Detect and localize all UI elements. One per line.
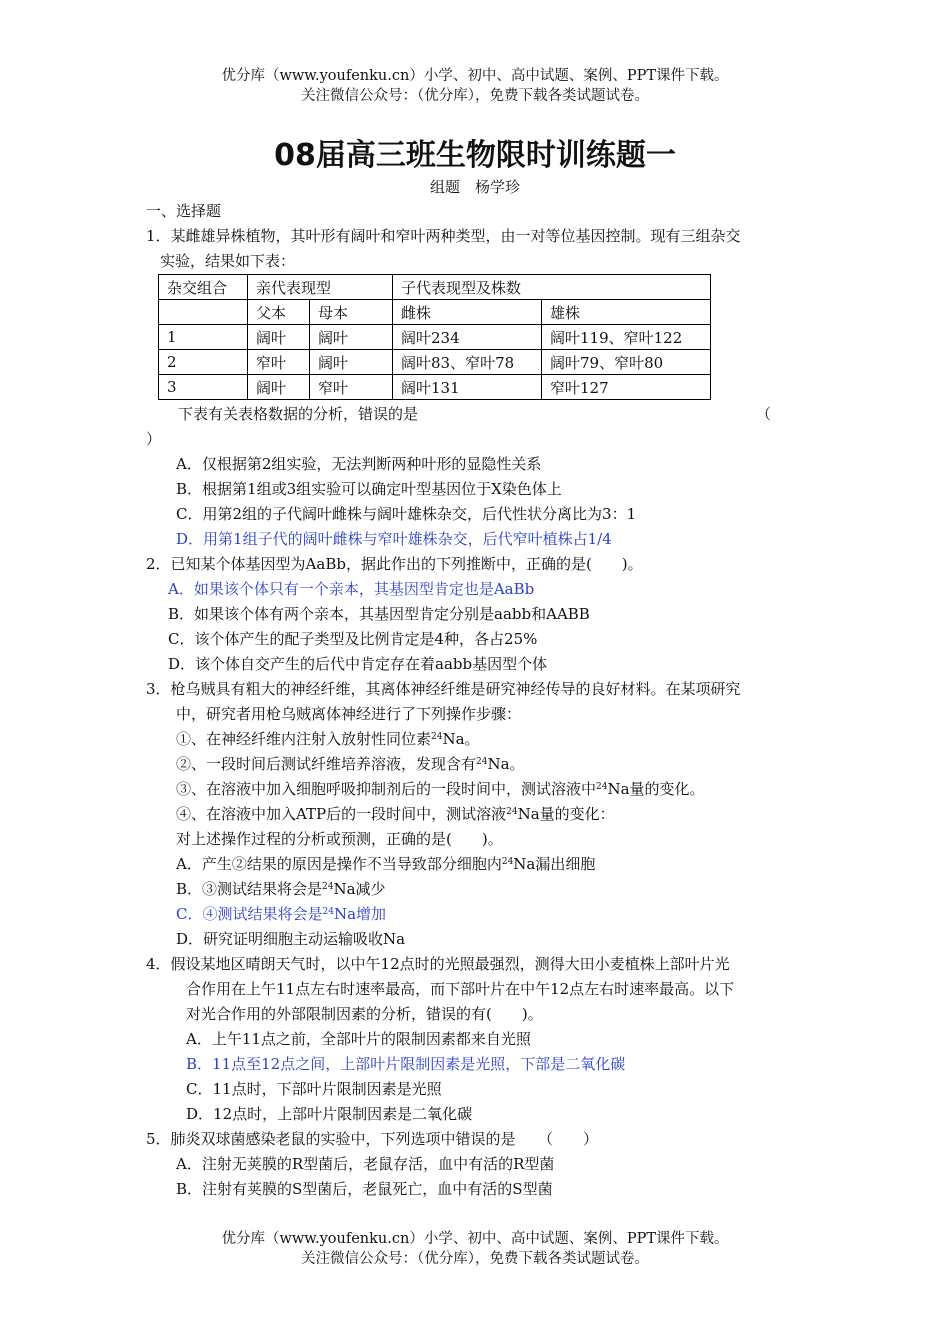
q5-option-a: A．注射无荚膜的R型菌后，老鼠存活，血中有活的R型菌 bbox=[176, 1155, 555, 1173]
q3-stem-line1: 3．枪乌贼具有粗大的神经纤维，其离体神经纤维是研究神经传导的良好材料。在某项研究 bbox=[146, 680, 741, 698]
cell-mother: 窄叶 bbox=[310, 375, 393, 400]
q1-stem-line1: 1．某雌雄异株植物，其叶形有阔叶和窄叶两种类型，由一对等位基因控制。现有三组杂交 bbox=[146, 227, 741, 245]
th-parent: 亲代表现型 bbox=[248, 275, 393, 300]
th-male: 雄株 bbox=[542, 300, 711, 325]
th-offspring: 子代表现型及株数 bbox=[393, 275, 711, 300]
q3-ask: 对上述操作过程的分析或预测，正确的是( )。 bbox=[176, 830, 503, 848]
th-empty bbox=[159, 300, 248, 325]
footer-line-1: 优分库（www.youfenku.cn）小学、初中、高中试题、案例、PPT课件下载。 bbox=[221, 1231, 729, 1247]
header-line-2: 关注微信公众号：（优分库），免费下载各类试题试卷。 bbox=[301, 88, 649, 104]
q1-paren-open: （ bbox=[756, 405, 772, 423]
q2-option-a: A．如果该个体只有一个亲本，其基因型肯定也是AaBb bbox=[168, 580, 535, 598]
footer-line-2: 关注微信公众号：（优分库），免费下载各类试题试卷。 bbox=[301, 1251, 649, 1267]
page-title: 08届高三班生物限时训练题一 bbox=[274, 138, 676, 173]
cell-combo: 3 bbox=[159, 375, 248, 400]
q1-stem-line2: 实验，结果如下表： bbox=[160, 252, 296, 270]
q2-option-c: C．该个体产生的配子类型及比例肯定是4种，各占25% bbox=[168, 630, 538, 648]
cell-combo: 1 bbox=[159, 325, 248, 350]
q3-step-1: ①、在神经纤维内注射入放射性同位素$^{24}$Na。 bbox=[176, 730, 480, 748]
cell-male: 阔叶79、窄叶80 bbox=[542, 350, 711, 375]
author-line: 组题 杨学珍 bbox=[429, 178, 520, 196]
q4-option-a: A．上午11点之前，全部叶片的限制因素都来自光照 bbox=[186, 1030, 531, 1048]
cell-male: 窄叶127 bbox=[542, 375, 711, 400]
q1-ask: 下表有关表格数据的分析，错误的是 bbox=[178, 405, 419, 423]
q1-option-b: B．根据第1组或3组实验可以确定叶型基因位于X染色体上 bbox=[176, 480, 562, 498]
cell-female: 阔叶131 bbox=[393, 375, 542, 400]
q2-option-d: D．该个体自交产生的后代中肯定存在着aabb基因型个体 bbox=[168, 655, 548, 673]
q4-option-d: D．12点时，上部叶片限制因素是二氧化碳 bbox=[186, 1105, 473, 1123]
q4-stem-line2: 合作用在上午11点左右时速率最高，而下部叶片在中午12点左右时速率最高。以下 bbox=[186, 980, 735, 998]
cell-female: 阔叶234 bbox=[393, 325, 542, 350]
th-mother: 母本 bbox=[310, 300, 393, 325]
th-father: 父本 bbox=[248, 300, 310, 325]
section-heading: 一、选择题 bbox=[146, 202, 222, 220]
q3-step-4: ④、在溶液中加入ATP后的一段时间中，测试溶液$^{24}$Na量的变化： bbox=[176, 805, 615, 823]
q2-option-b: B．如果该个体有两个亲本，其基因型肯定分别是aabb和AABB bbox=[168, 605, 590, 623]
cross-results-table bbox=[158, 274, 711, 400]
cell-father: 阔叶 bbox=[248, 375, 310, 400]
q3-option-d: D．研究证明细胞主动运输吸收Na bbox=[176, 930, 406, 948]
q3-option-a: A．产生②结果的原因是操作不当导致部分细胞内$^{24}$Na漏出细胞 bbox=[176, 855, 596, 873]
q2-stem: 2．已知某个体基因型为AaBb，据此作出的下列推断中，正确的是( )。 bbox=[146, 555, 643, 573]
q5-stem: 5．肺炎双球菌感染老鼠的实验中，下列选项中错误的是 （ ） bbox=[146, 1130, 599, 1148]
q5-option-b: B．注射有荚膜的S型菌后，老鼠死亡，血中有活的S型菌 bbox=[176, 1180, 553, 1198]
q4-stem-line3: 对光合作用的外部限制因素的分析，错误的有( )。 bbox=[186, 1005, 543, 1023]
table-row bbox=[159, 375, 711, 400]
q1-paren-close: ） bbox=[146, 430, 162, 448]
q3-option-b: B．③测试结果将会是$^{24}$Na减少 bbox=[176, 880, 386, 898]
q3-step-2: ②、一段时间后测试纤维培养溶液，发现含有$^{24}$Na。 bbox=[176, 755, 525, 773]
cell-combo: 2 bbox=[159, 350, 248, 375]
table-row bbox=[159, 325, 711, 350]
q3-step-3: ③、在溶液中加入细胞呼吸抑制剂后的一段时间中，测试溶液中$^{24}$Na量的变化。 bbox=[176, 780, 705, 798]
q1-option-a: A．仅根据第2组实验，无法判断两种叶形的显隐性关系 bbox=[176, 455, 542, 473]
cell-male: 阔叶119、窄叶122 bbox=[542, 325, 711, 350]
q1-option-c: C．用第2组的子代阔叶雌株与阔叶雄株杂交，后代性状分离比为3：1 bbox=[176, 505, 637, 523]
cell-mother: 阔叶 bbox=[310, 350, 393, 375]
q4-option-c: C．11点时，下部叶片限制因素是光照 bbox=[186, 1080, 442, 1098]
th-combo: 杂交组合 bbox=[159, 275, 248, 300]
cell-female: 阔叶83、窄叶78 bbox=[393, 350, 542, 375]
q4-stem-line1: 4．假设某地区晴朗天气时，以中午12点时的光照最强烈，测得大田小麦植株上部叶片光 bbox=[146, 955, 730, 973]
q3-stem-line2: 中，研究者用枪乌贼离体神经进行了下列操作步骤： bbox=[176, 705, 522, 723]
q4-option-b: B．11点至12点之间，上部叶片限制因素是光照，下部是二氧化碳 bbox=[186, 1055, 626, 1073]
q1-option-d: D．用第1组子代的阔叶雌株与窄叶雄株杂交，后代窄叶植株占1/4 bbox=[176, 530, 612, 548]
q3-option-c: C．④测试结果将会是$^{24}$Na增加 bbox=[176, 905, 387, 923]
cell-mother: 阔叶 bbox=[310, 325, 393, 350]
cell-father: 阔叶 bbox=[248, 325, 310, 350]
cell-father: 窄叶 bbox=[248, 350, 310, 375]
table-row bbox=[159, 350, 711, 375]
header-line-1: 优分库（www.youfenku.cn）小学、初中、高中试题、案例、PPT课件下载。 bbox=[221, 68, 729, 84]
th-female: 雌株 bbox=[393, 300, 542, 325]
